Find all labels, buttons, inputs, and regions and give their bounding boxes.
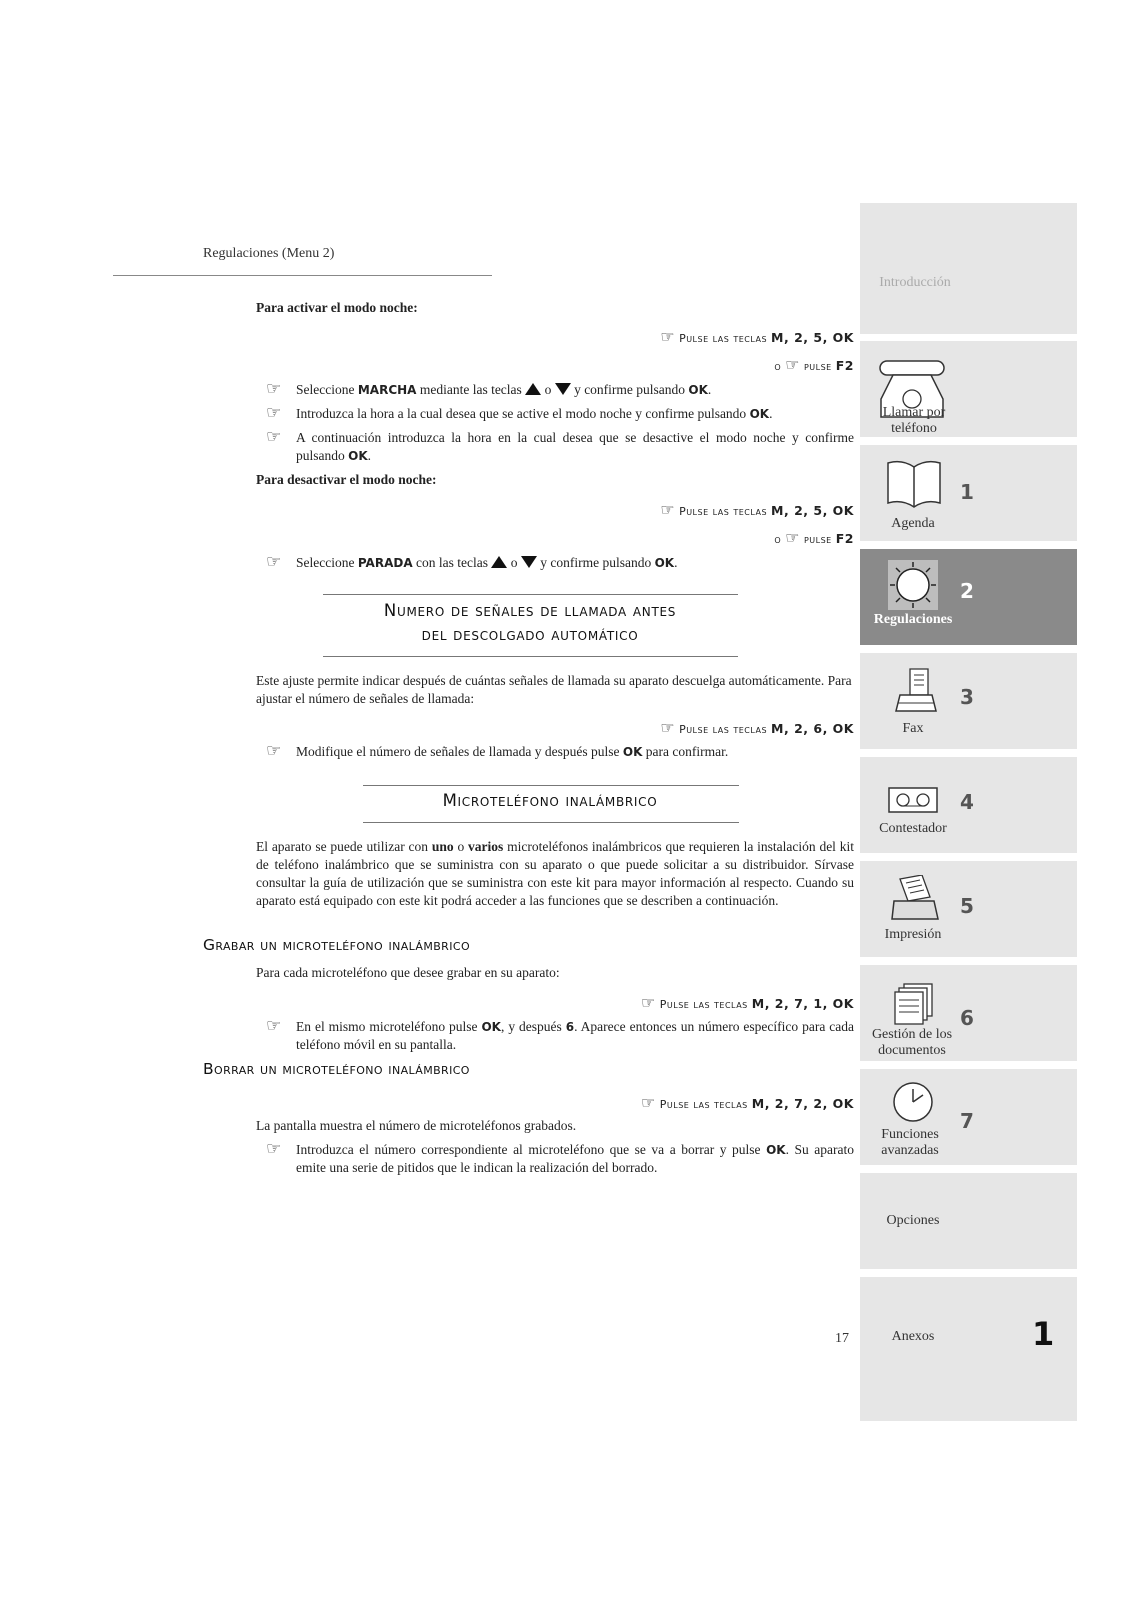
documents-icon [894,983,934,1025]
hand-pointer-icon: ☞ [640,1093,656,1112]
book-icon [886,459,942,509]
section2-title: Microteléfono inalámbrico [442,791,658,810]
triangle-down-icon [521,556,537,568]
tab-fax[interactable]: 3 Fax [860,653,1077,749]
tab-impresion[interactable]: 5 Impresión [860,861,1077,957]
activar-bullet-2: ☞ Introduzca la hora a la cual desea que se active el modo noche y confirme pulsando OK. [266,403,773,423]
tab-gestion[interactable]: 6 Gestión de los documentos [860,965,1077,1061]
activar-bullet-3: ☞ A continuación introduzca la hora en la cual desea que se desactive el modo noche y confirme pulsando OK. [266,427,854,463]
clock-icon [892,1081,934,1123]
hand-pointer-icon: ☞ [266,379,282,399]
triangle-down-icon [555,383,571,395]
borrar-intro: La pantalla muestra el número de microteléfonos grabados. [256,1118,577,1133]
borrar-title: Borrar un microteléfono inalámbrico [203,1060,470,1078]
hand-pointer-icon: ☞ [266,1016,282,1036]
section1-command: ☞ Pulse las teclas M, 2, 6, OK [660,718,854,737]
triangle-up-icon [525,383,541,395]
section1-rule-top [323,594,738,595]
tab-introduccion[interactable]: Introducción [860,203,1077,334]
desactivar-command-1: ☞ Pulse las teclas M, 2, 5, OK [660,500,854,519]
hand-pointer-icon: ☞ [785,528,800,547]
section1-rule-bottom [323,656,738,657]
section1-bullet-1: ☞ Modifique el número de señales de llamada y después pulse OK para confirmar. [266,741,729,761]
cassette-icon [888,787,938,813]
grabar-command: ☞ Pulse las teclas M, 2, 7, 1, OK [640,993,854,1012]
desactivar-bullet-1: ☞ Seleccione PARADA con las teclas o y confirme pulsando OK. [266,552,678,572]
triangle-up-icon [491,556,507,568]
hand-pointer-icon: ☞ [266,1139,282,1159]
section2-rule-top [363,785,739,786]
fax-icon [894,667,938,713]
borrar-bullet-1: ☞ Introduzca el número correspondiente al microteléfono que se va a borrar y pulse OK. Su aparato emite una serie de pitidos que le indican la realización del borrado. [266,1139,855,1175]
grabar-title: Grabar un microteléfono inalámbrico [203,936,471,954]
borrar-command: ☞ Pulse las teclas M, 2, 7, 2, OK [640,1093,854,1112]
hand-pointer-icon: ☞ [660,718,676,737]
tab-llamar[interactable]: Llamar por teléfono [860,341,1077,437]
tab-funciones[interactable]: 7 Funciones avanzadas [860,1069,1077,1165]
grabar-intro: Para cada microteléfono que desee grabar en su aparato: [256,965,560,980]
hand-pointer-icon: ☞ [660,327,676,346]
hand-pointer-icon: ☞ [266,403,282,423]
tab-contestador[interactable]: 4 Contestador [860,757,1077,853]
activar-command-1: ☞ Pulse las teclas M, 2, 5, OK [660,327,854,346]
section2-rule-bottom [363,822,739,823]
desactivar-label: Para desactivar el modo noche: [256,472,437,487]
hand-pointer-icon: ☞ [785,355,800,374]
tab-opciones[interactable]: Opciones [860,1173,1077,1269]
tab-agenda[interactable]: 1 Agenda [860,445,1077,541]
activar-label: Para activar el modo noche: [256,300,418,315]
tab-anexos[interactable]: Anexos 1 [860,1277,1077,1421]
page-number: 17 [835,1331,849,1346]
hand-pointer-icon: ☞ [266,552,282,572]
dial-icon [888,560,938,610]
desactivar-command-2: o ☞ pulse F2 [774,528,854,547]
activar-command-2: o ☞ pulse F2 [774,355,854,374]
section2-paragraph: El aparato se puede utilizar con uno o varios microteléfonos inalámbricos que requieren la instalación del kit de teléfono inalámbrico que se suministra con su aparato o que puede solicitar a su distribuidor. Sírvase consultar la guía de utilización que se suministra con este kit para mayor información al respecto. Cuando su aparato está equipado con este kit podrá acceder a las funciones que se describen a continuación. [256,839,855,908]
anexos-number: 1 [1032,1315,1055,1353]
running-header: Regulaciones (Menu 2) [203,246,335,261]
section1-intro: Este ajuste permite indicar después de cuántas señales de llamada su aparato descuelga automáticamente. Para ajustar el número de señales de llamada: [256,673,852,706]
grabar-bullet-1: ☞ En el mismo microteléfono pulse OK, y después 6. Aparece entonces un número específico para cada teléfono móvil en su pantalla. [266,1016,854,1052]
printer-icon [890,875,940,923]
section1-title: Numero de señales de llamada antes del descolgado automático [383,601,677,644]
hand-pointer-icon: ☞ [660,500,676,519]
activar-bullet-1: ☞ Seleccione MARCHA mediante las teclas o y confirme pulsando OK. [266,379,712,399]
hand-pointer-icon: ☞ [266,427,282,447]
hand-pointer-icon: ☞ [640,993,656,1012]
hand-pointer-icon: ☞ [266,741,282,761]
tab-regulaciones[interactable]: 2 Regulaciones [860,549,1077,645]
